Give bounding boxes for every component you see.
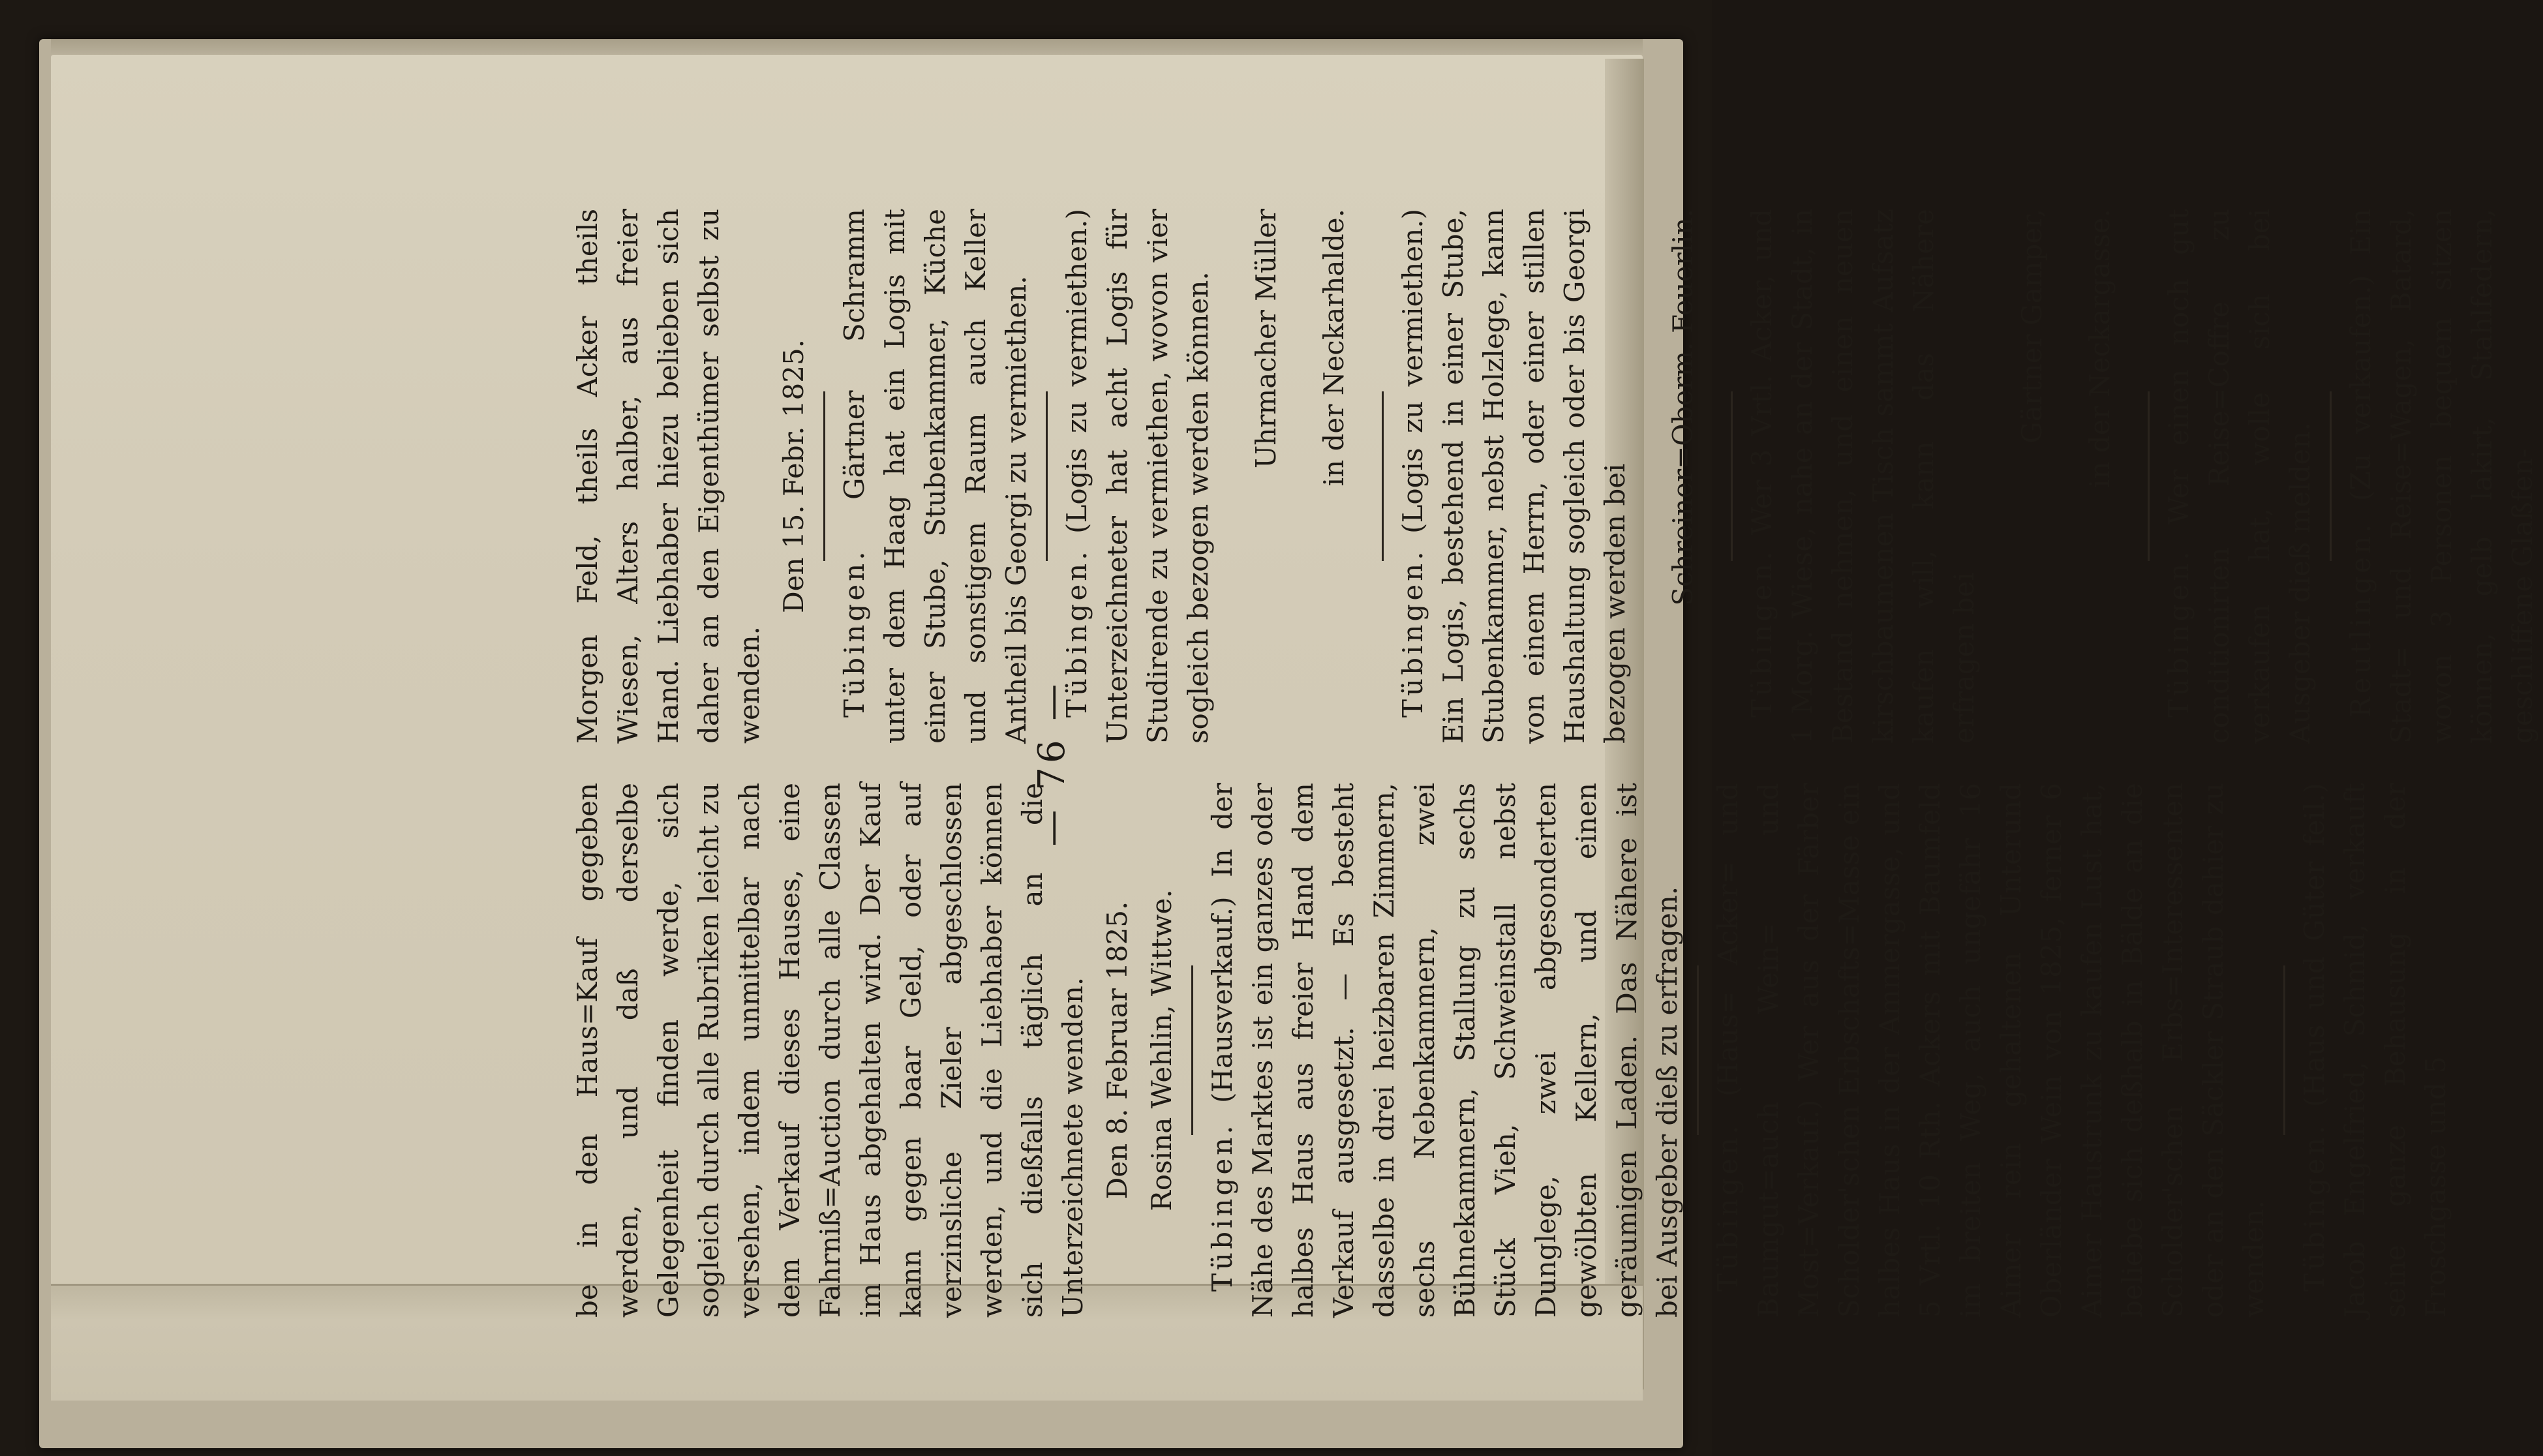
- place-name: Tübingen.: [2163, 548, 2195, 718]
- left-paragraph-3: [1708, 783, 2274, 1318]
- ad-text: (Haus und Güter feil.) Jacob Engelfried, Schmid, verkauft seine ganze Behausung in der Froschgasse und 5: [2298, 783, 2452, 1318]
- place-name: Tübingen.: [1061, 548, 1093, 718]
- left-paragraph-1: be in den Haus=Kauf gegeben werden, und daß derselbe Gelegenheit finden werde, sich sogleich durch alle Rubriken leicht zu versehen, indem unmittelbar nach dem Verkauf dieses Hauses, eine Fahrniß=Auction durch alle Classen im Haus abgehalten wird. Der Kauf kann gegen baar Geld, oder auf verzinsliche Zieler abgeschlossen werden, und die Liebhaber können sich dießfalls täglich an die Unterzeichnete wenden.: [571, 783, 1089, 1318]
- right-paragraph-1: Morgen Feld, theils Acker theils Wiesen, Alters halber, aus freier Hand. Liebhaber hiezu belieben sich daher an den Eigenthümer selbst zu wenden.: [571, 209, 765, 744]
- place-name: Tübingen.: [1397, 548, 1429, 718]
- divider-rule: [823, 391, 825, 561]
- ad-text: (Zu verkaufen.) Ein Stadt= und Reise=Wagen, Batard, wovon 3 Personen bequem sitzen können, gelb lakirt, Stahlfedern, geschliffene Glaßfen-: [2345, 209, 2538, 744]
- right-paragraph-5: [1742, 209, 1985, 744]
- ad-text: (Hausverkauf.) In der Nähe des Marktes ist ein ganzes oder halbes Haus aus freier Hand dem Verkauf ausgesetzt. — Es besteht dasselbe in drei heizbaren Zimmern, sechs Nebenkammern, zwei Bühnekammern, Stallung zu sechs Stück Vieh, Schweinstall nebst Dunglege, zwei abgesonderten gewölbten Kellern, und einen geräumigen Laden. Das Nähere ist bei Ausgeber dieß zu erfragen.: [1206, 783, 1683, 1318]
- place-name: Tübingen.: [1746, 548, 1778, 718]
- ad-text: (Logis zu vermiethen.) Ein Logis, bestehend in einer Stube, Stubenkammer, nebst Holzlege, kann von einem Herrn, oder einer stillen Haushaltung sogleich oder bis Georgi bezogen werden bei: [1397, 209, 1631, 744]
- right-column: [568, 209, 2543, 744]
- place-name: Tübingen.: [1206, 1122, 1238, 1292]
- right-signature-3b: in der Neckarhalde.: [1318, 209, 1350, 487]
- left-paragraph-2: [1202, 783, 1688, 1318]
- ad-text: (Haus= Acker= und Baumgut=auch Wein= und Most=Verkauf.) Wer aus der Färber Scholder'schen Erbschafts=Masse ein halbes Haus in der Ammergasse, und 5 Vrtl. 10 Rth. Ackers mit Baumfeld im breiten Weg, auch ungefähr 16 Aimer rein gehaltenen Unterund Oberländer Wein von 1825, ferner 6 Aimer Haustrunk zu kaufen Lust hat, beliebe sich deßhalb in Bälde an die Scholder'schen Erbs=Interessenten oder an den Säckler Straub dahier zu wenden.: [1712, 783, 2270, 1318]
- right-paragraph-7: [2341, 209, 2543, 744]
- left-dateline-1: Den 8. Februar 1825.: [1101, 901, 1133, 1200]
- right-paragraph-3: [1057, 209, 1219, 744]
- right-signature-4: Schreiner=Oberm. Feuerlin.: [1667, 209, 1699, 606]
- place-name: Reutlingen.: [2345, 521, 2377, 718]
- left-paragraph-4: [2294, 783, 2456, 1318]
- divider-rule: [1731, 391, 1733, 561]
- divider-rule: [1382, 391, 1384, 561]
- right-signature-5a: Gärtner Gamper,: [2016, 209, 2048, 444]
- divider-rule: [2283, 965, 2285, 1135]
- left-column: [568, 783, 2456, 1318]
- ad-text: Wer 3 Vrtl. Acker, und 1 Morg. Wiese, nahe an der Stadt, in Bestand nehmen, und einen neuen kirschbaumenen Tisch sammt Aufsatz kaufen will, kann das Nähere erfragen bei: [1746, 209, 1980, 744]
- ad-text: Gärtner Schramm unter dem Haag hat ein Logis mit einer Stube, Stubenkammer, Küche und sonstigem Raum auch Keller Antheil bis Georgi zu vermiethen.: [838, 209, 1032, 744]
- place-name: Tübingen.: [2298, 1122, 2330, 1292]
- right-signature-5b: in der Neckargasse.: [2084, 209, 2116, 488]
- divider-rule: [1046, 391, 1048, 561]
- place-name: Tübingen.: [838, 548, 870, 718]
- divider-rule: [1697, 965, 1699, 1135]
- divider-rule: [2330, 391, 2332, 561]
- right-paragraph-2: [834, 209, 1037, 744]
- divider-rule: [1191, 965, 1193, 1135]
- page-number: — 76 —: [1031, 680, 1073, 847]
- right-paragraph-4: [1393, 209, 1636, 744]
- divider-rule: [2148, 391, 2150, 561]
- left-signature-1: Rosina Wehlin, Wittwe.: [1146, 889, 1178, 1211]
- place-name: Tübingen.: [1712, 1122, 1744, 1292]
- ad-text: (Logis zu vermiethen.) Unterzeichneter hat acht Logis für Studirende zu vermiethen, wovon vier sogleich bezogen werden können.: [1061, 209, 1214, 744]
- ad-text: Wer einen noch gut conditionirten Reise=Coffre zu verkaufen hat, wolle sich bei Ausgeber dieß melden.: [2163, 209, 2316, 744]
- right-dateline-1: Den 15. Febr. 1825.: [778, 339, 810, 614]
- rotated-text-block: [261, 0, 2538, 1337]
- right-paragraph-6: [2159, 209, 2321, 744]
- right-signature-3a: Uhrmacher Müller: [1250, 209, 1282, 469]
